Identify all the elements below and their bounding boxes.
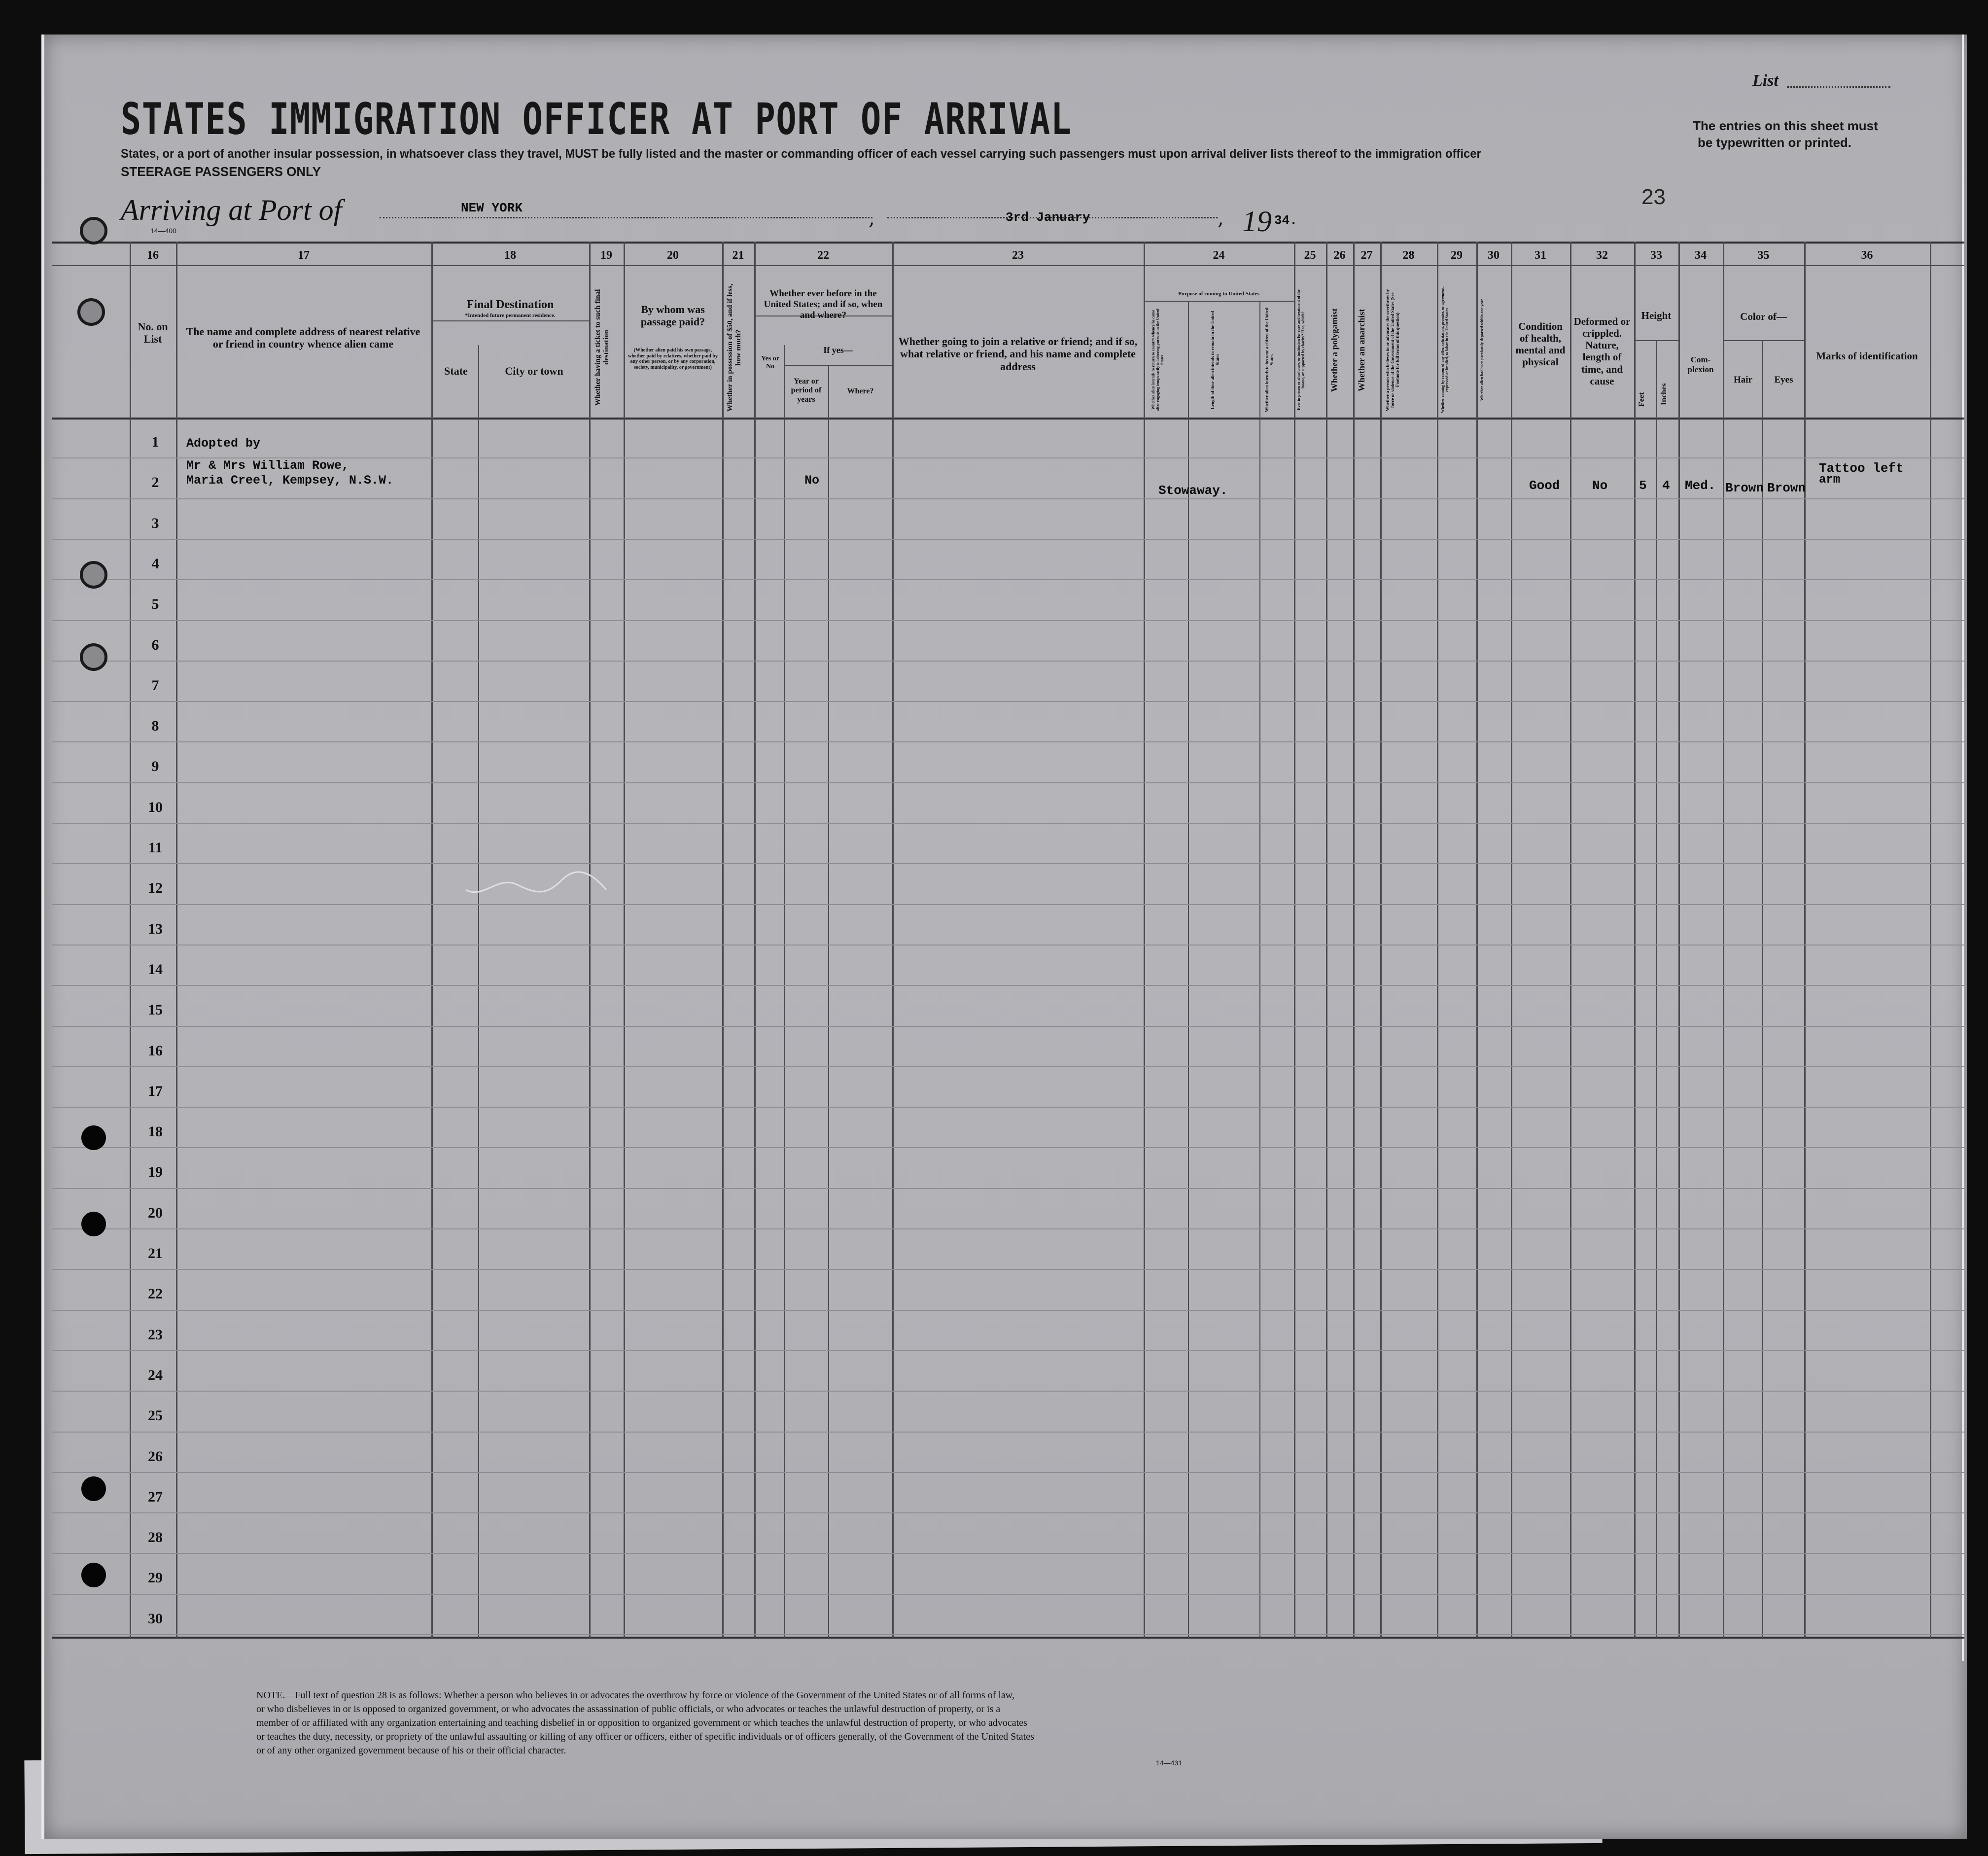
header-before-us: Whether ever before in the United States; and if so, when and where? — [764, 288, 883, 320]
row-rule — [52, 945, 1964, 946]
subhead-line — [1634, 340, 1678, 341]
col-line — [828, 365, 829, 1638]
steerage-label: STEERAGE PASSENGERS ONLY — [121, 164, 321, 179]
row-rule — [52, 620, 1964, 621]
footnote-line4: or teaches the duty, necessity, or propriety of the unlawful assaulting or killing of any officer or officers, either of specific individuals or of officers generally, of the Government of the United States — [256, 1731, 1034, 1742]
list-number-line — [1787, 86, 1890, 88]
col-line — [1144, 242, 1145, 1638]
col-number: 32 — [1596, 249, 1608, 262]
footnote — [256, 1688, 1203, 1757]
col-line — [589, 242, 591, 1638]
row-number: 17 — [148, 1083, 163, 1099]
entry-relative-line1: Adopted by — [186, 436, 261, 451]
row-rule — [52, 1391, 1964, 1392]
row-number: 20 — [148, 1205, 163, 1221]
header-q28: Whether a person who believes in or advocates the overthrow by force or violence of the Government of the United States (See Footnote for full terms of this question) — [1385, 289, 1400, 411]
col-line — [1634, 242, 1636, 1638]
entry-marks-line2: arm — [1819, 473, 1841, 487]
col-number: 31 — [1535, 249, 1546, 262]
row-rule — [52, 1188, 1964, 1189]
entry-purpose: Stowaway. — [1158, 483, 1228, 498]
entry-eyes: Brown — [1767, 481, 1806, 495]
entry-relative-line3: Maria Creel, Kempsey, N.S.W. — [186, 473, 394, 488]
col-line — [1678, 242, 1680, 1638]
header-year-period: Year or period of years — [791, 377, 822, 404]
col-number: 21 — [732, 249, 744, 262]
row-number: 6 — [151, 637, 159, 653]
col-number: 18 — [504, 249, 516, 262]
row-rule — [52, 985, 1964, 986]
sheet-left-edge — [41, 35, 44, 1839]
col-line — [176, 242, 177, 1638]
entry-before-us: No — [804, 473, 820, 488]
header-state: State — [444, 365, 468, 377]
col-line — [722, 242, 724, 1638]
footnote-line3: member of or affiliated with any organization entertaining and teaching disbelief in or opposition to organized government or which teaches the unlawful destruction of property, or who advocates — [256, 1717, 1027, 1728]
header-complexion: Com-plexion — [1687, 355, 1714, 374]
port-value: NEW YORK — [461, 201, 523, 215]
row-number: 8 — [151, 718, 159, 734]
col-line — [1570, 242, 1571, 1638]
col-number: 30 — [1488, 249, 1500, 262]
col-number: 17 — [298, 249, 310, 262]
subhead-line — [784, 365, 892, 366]
row-number: 13 — [148, 921, 163, 937]
header-eyes: Eyes — [1774, 375, 1793, 385]
row-rule — [52, 1107, 1964, 1108]
row-number: 23 — [148, 1327, 163, 1343]
date-value: 3rd January — [1006, 210, 1090, 225]
header-hair: Hair — [1734, 375, 1752, 385]
row-rule — [52, 539, 1964, 540]
col-line — [1353, 242, 1355, 1638]
row-number: 10 — [148, 799, 163, 815]
punch-hole — [81, 1125, 106, 1150]
row-number: 24 — [148, 1367, 163, 1383]
col-number: 26 — [1333, 249, 1346, 262]
row-rule — [52, 823, 1964, 824]
header-ticket: Whether having a ticket to such final destination — [594, 289, 610, 406]
header-purpose: Purpose of coming to United States — [1178, 291, 1259, 297]
header-q30: Whether alien had been previously deported within one year — [1480, 299, 1484, 401]
col-number: 25 — [1304, 249, 1316, 262]
entry-complexion: Med. — [1685, 478, 1716, 493]
col-line — [1804, 242, 1806, 1638]
col-line — [1380, 242, 1382, 1638]
row-rule — [52, 1432, 1964, 1433]
row-rule — [52, 1026, 1964, 1027]
entry-inches: 4 — [1662, 478, 1670, 493]
page-subtitle: States, or a port of another insular possession, in whatsoever class they travel, MUST be fully listed and the master or commanding officer of each vessel carrying such passengers must upon arrival deliver lists thereof to the immigration officer — [121, 147, 1481, 161]
col-number: 27 — [1360, 249, 1373, 262]
row-rule — [52, 904, 1964, 905]
col-line — [754, 242, 756, 1638]
row-number: 22 — [148, 1286, 163, 1302]
entry-feet: 5 — [1639, 478, 1647, 493]
entry-marks-line1: Tattoo left — [1819, 461, 1904, 476]
row-rule — [52, 1228, 1964, 1229]
header-inches: Inches — [1660, 383, 1668, 406]
row-number: 16 — [148, 1043, 163, 1059]
col-number: 36 — [1861, 249, 1873, 262]
row-number: 7 — [151, 677, 159, 694]
col-line — [431, 242, 433, 1638]
subhead-line — [431, 320, 589, 321]
row-number: 3 — [151, 515, 159, 531]
arriving-label: Arriving at Port of — [121, 194, 342, 226]
header-purpose-c: Whether alien intends to become a citizen of the United States — [1264, 307, 1274, 413]
header-no-on-list: No. on List — [138, 320, 168, 346]
pencil-squiggle — [463, 870, 611, 900]
header-yes-no: Yes or No — [761, 355, 779, 371]
col-number: 29 — [1451, 249, 1463, 262]
row-rule — [52, 701, 1964, 702]
row-rule — [52, 1066, 1964, 1067]
row-rule — [52, 1350, 1964, 1351]
binder-ring — [77, 298, 105, 326]
sheet-right-edge — [1962, 35, 1964, 1661]
col-line — [1259, 301, 1260, 1638]
row-number: 30 — [148, 1611, 163, 1627]
header-final-destination: Final Destination — [466, 298, 554, 311]
col-number: 16 — [147, 249, 159, 262]
col-line — [1511, 242, 1512, 1638]
row-rule — [52, 1269, 1964, 1270]
header-prison: Ever in prison or almshouse, or institution for care and treatment of the insane, or supported by charity? If so, which? — [1296, 289, 1305, 411]
col-line — [1723, 242, 1724, 1638]
col-number: 33 — [1650, 249, 1662, 262]
row-rule — [52, 1310, 1964, 1311]
binder-ring — [80, 561, 107, 589]
col-line — [624, 242, 625, 1638]
row-rule — [52, 1147, 1964, 1148]
row-rule — [52, 782, 1964, 783]
col-line — [1188, 301, 1189, 1638]
row-number: 2 — [151, 474, 159, 490]
binder-ring — [80, 643, 107, 671]
subhead-line — [1723, 340, 1804, 341]
header-marks: Marks of identification — [1816, 350, 1918, 362]
form-code-top: 14—400 — [150, 227, 176, 235]
entries-note-line1: The entries on this sheet must — [1693, 118, 1878, 133]
header-polygamist: Whether a polygamist — [1329, 308, 1339, 392]
footnote-line2: or who disbelieves in or is opposed to organized government, or who advocates the assassination of public officials, or who advocates or teaches the unlawful destruction of property, or is a — [256, 1704, 1001, 1715]
row-number: 5 — [151, 596, 159, 612]
header-height: Height — [1641, 310, 1672, 321]
header-city: City or town — [505, 365, 563, 377]
col-number: 23 — [1012, 249, 1024, 262]
col-number: 22 — [817, 249, 829, 262]
row-number: 18 — [148, 1123, 163, 1140]
year-suffix: 34. — [1274, 213, 1297, 228]
table-top-border — [52, 242, 1964, 244]
punch-hole — [81, 1212, 106, 1236]
header-join-relative: Whether going to join a relative or friend; and if so, what relative or friend, and his name and complete address — [898, 335, 1138, 373]
header-color-of: Color of— — [1740, 311, 1787, 322]
header-passage-note: (Whether alien paid his own passage, whether paid by relatives, whether paid by any other person, or by any corporation, society, municipality, or government) — [628, 348, 718, 370]
row-rule — [52, 1634, 1964, 1635]
row-rule — [52, 661, 1964, 662]
row-rule — [52, 863, 1964, 864]
footnote-line5: or of any other organized government because of his or their official character. — [256, 1745, 566, 1756]
header-purpose-a: Whether alien intends to return to country whence he came after engaging temporarily in laboring pursuits in the United States — [1151, 309, 1164, 411]
header-passage-paid: By whom was passage paid? — [640, 303, 705, 328]
row-number: 29 — [148, 1570, 163, 1586]
header-q29: Whether coming by reason of any offer, solicitation, promise, or agreement, expressed or implied, to labor in the United States — [1440, 286, 1449, 414]
row-number: 25 — [148, 1407, 163, 1424]
row-number: 28 — [148, 1529, 163, 1545]
list-label: List — [1752, 71, 1779, 90]
col-line — [130, 242, 131, 1638]
col-line — [1762, 340, 1763, 1638]
header-where: Where? — [847, 387, 874, 395]
header-purpose-b: Length of time alien intends to remain in the United States — [1210, 311, 1220, 409]
comma-mark: , — [869, 207, 875, 230]
col-number: 20 — [667, 249, 679, 262]
port-line — [380, 217, 872, 218]
row-number: 15 — [148, 1002, 163, 1018]
row-number: 12 — [148, 880, 163, 896]
binder-ring — [80, 217, 107, 245]
col-number: 28 — [1402, 249, 1415, 262]
row-rule — [52, 1553, 1964, 1554]
table-bottom-border — [52, 1637, 1964, 1639]
row-rule — [52, 498, 1964, 499]
row-rule — [52, 741, 1964, 742]
entry-hair: Brown — [1725, 481, 1764, 495]
header-possession: Whether in possession of $50, and if less, how much? — [726, 283, 742, 412]
header-feet: Feet — [1638, 392, 1646, 407]
col-line — [1326, 242, 1327, 1638]
entries-note-line2: be typewritten or printed. — [1697, 135, 1852, 150]
col-number: 24 — [1213, 249, 1225, 262]
form-code-bottom: 14—431 — [1156, 1759, 1182, 1767]
column-number-divider — [52, 265, 1964, 266]
header-anarchist: Whether an anarchist — [1357, 309, 1366, 391]
row-number: 27 — [148, 1489, 163, 1505]
punch-hole — [81, 1476, 106, 1501]
col-number: 34 — [1695, 249, 1707, 262]
entry-relative-line2: Mr & Mrs William Rowe, — [186, 458, 349, 473]
col-line — [1294, 242, 1295, 1638]
year-prefix: 19 — [1242, 205, 1272, 238]
subhead-line — [1144, 301, 1294, 302]
header-bottom-border — [52, 418, 1964, 420]
col-line — [892, 242, 894, 1638]
page-title: STATES IMMIGRATION OFFICER AT PORT OF ARRIVAL — [121, 94, 1072, 144]
row-number: 14 — [148, 961, 163, 978]
header-final-destination-note: *Intended future permanent residence. — [465, 313, 556, 318]
col-number: 35 — [1757, 249, 1770, 262]
entry-health: Good — [1529, 478, 1560, 493]
col-line — [1476, 242, 1478, 1638]
col-number: 19 — [600, 249, 612, 262]
row-number: 9 — [151, 758, 159, 774]
row-rule — [52, 1512, 1964, 1513]
row-rule — [52, 1594, 1964, 1595]
col-line — [1437, 242, 1438, 1638]
footnote-line1: NOTE.—Full text of question 28 is as follows: Whether a person who believes in or advocates the overthrow by force or violence of the Government of the United States or of all forms of law, — [256, 1690, 1014, 1701]
punch-hole — [81, 1563, 106, 1587]
row-rule — [52, 1472, 1964, 1473]
col-line — [1930, 242, 1931, 1638]
header-if-yes: If yes— — [823, 345, 853, 355]
header-health: Condition of health, mental and physical — [1515, 320, 1566, 368]
entry-deformed: No — [1592, 478, 1608, 493]
row-number: 1 — [151, 434, 159, 450]
row-number: 4 — [151, 556, 159, 572]
page-number: 23 — [1641, 185, 1666, 209]
row-number: 21 — [148, 1245, 163, 1261]
row-rule — [52, 579, 1964, 580]
row-number: 26 — [148, 1448, 163, 1465]
col-line — [1656, 340, 1657, 1638]
header-nearest-relative: The name and complete address of nearest relative or friend in country whence alien came — [186, 325, 420, 350]
row-number: 11 — [148, 840, 163, 856]
comma-mark-2: , — [1218, 207, 1224, 230]
header-deformed: Deformed or crippled. Nature, length of time, and cause — [1573, 315, 1631, 387]
row-number: 19 — [148, 1164, 163, 1180]
